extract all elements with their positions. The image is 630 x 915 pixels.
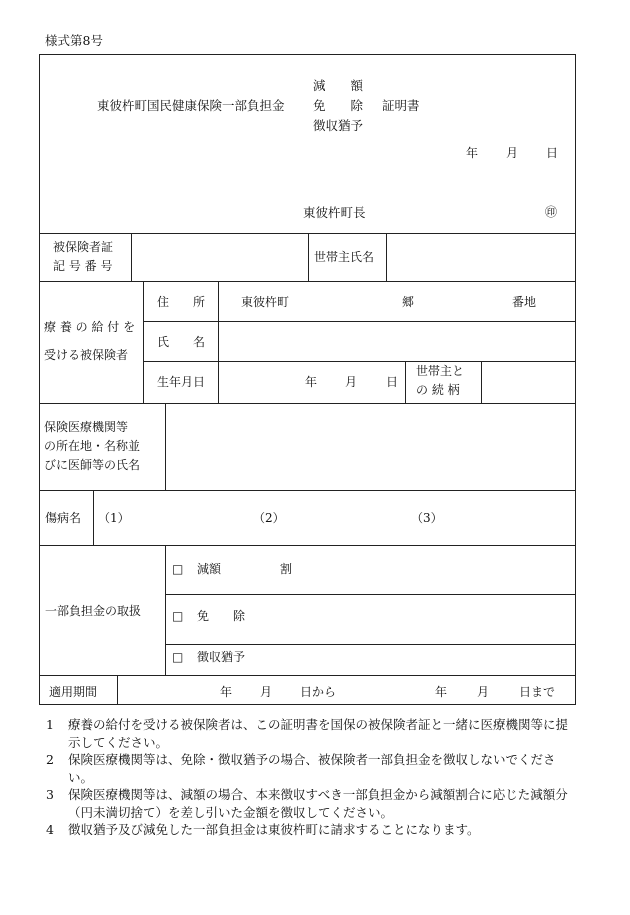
title-prefix: 東彼杵町国民健康保険一部負担金	[97, 98, 285, 113]
row-divider	[40, 403, 575, 404]
row-divider	[40, 545, 575, 546]
reduction-label: 減額	[197, 562, 222, 576]
beneficiary-label-2: 受ける被保険者	[44, 348, 129, 362]
period-label: 適用期間	[49, 685, 98, 699]
period-end-year: 年	[435, 685, 448, 699]
insurance-card-label-2: 記 号 番 号	[53, 259, 113, 273]
col-divider	[165, 545, 166, 675]
dob-day: 日	[386, 375, 399, 389]
row-divider	[165, 644, 575, 645]
row-divider	[40, 281, 575, 282]
note-text: 保険医療機関等は、減額の場合、本来徴収すべき一部負担金から減額割合に応じた減額分（円未満切捨て）を差し引いた金額を徴収してください。	[68, 787, 568, 820]
issue-date-day: 日	[546, 146, 559, 160]
note-number: 4	[46, 822, 54, 837]
dob-month: 月	[345, 375, 358, 389]
note-text: 療養の給付を受ける被保険者は、この証明書を国保の被保険者証と一緒に医療機関等に提示してください。	[68, 717, 569, 750]
period-end-month: 月	[477, 685, 490, 699]
row-divider	[40, 675, 575, 676]
period-start-year: 年	[220, 685, 233, 699]
address-town: 東彼杵町	[241, 295, 290, 309]
row-divider	[143, 361, 575, 362]
row-divider	[143, 321, 575, 322]
institution-label-2: の所在地・名称並	[44, 439, 141, 453]
form-number: 様式第8号	[45, 33, 103, 48]
title-option-deferral: 徴収猶予	[313, 118, 364, 133]
dob-label: 生年月日	[157, 375, 206, 389]
disease-item-1: （1）	[98, 511, 130, 525]
institution-label-1: 保険医療機関等	[44, 420, 129, 434]
exemption-checkbox[interactable]: □	[172, 609, 184, 623]
note-item	[44, 786, 579, 821]
reduction-checkbox[interactable]: □	[172, 562, 184, 576]
note-text: 徴収猶予及び減免した一部負担金は東彼杵町に請求することになります。	[68, 822, 480, 837]
col-divider	[386, 233, 387, 281]
deferral-checkbox[interactable]: □	[172, 650, 184, 664]
col-divider	[308, 233, 309, 281]
period-start-from: 日から	[300, 685, 337, 699]
col-divider	[405, 361, 406, 403]
disease-label: 傷病名	[45, 511, 82, 525]
disease-item-3: （3）	[411, 511, 443, 525]
note-text: 保険医療機関等は、免除・徴収猶予の場合、被保険者一部負担金を徴収しないでください。	[68, 752, 556, 785]
dob-year: 年	[305, 375, 318, 389]
col-divider	[93, 490, 94, 545]
col-divider	[165, 403, 166, 490]
note-number: 3	[46, 787, 54, 802]
deferral-label: 徴収猶予	[197, 650, 246, 664]
beneficiary-label-1: 療 養 の 給 付 を	[44, 320, 136, 334]
period-start-month: 月	[260, 685, 273, 699]
row-divider	[40, 490, 575, 491]
insurance-card-label-1: 被保険者証	[53, 240, 114, 254]
col-divider	[481, 361, 482, 403]
institution-label-3: びに医師等の氏名	[44, 458, 141, 472]
note-item	[44, 821, 579, 839]
issuer-name: 東彼杵町長	[303, 205, 366, 220]
reduction-unit: 割	[280, 562, 293, 576]
note-item	[44, 751, 579, 786]
note-number: 2	[46, 752, 54, 767]
issue-date-month: 月	[506, 146, 519, 160]
issue-date-year: 年	[466, 146, 479, 160]
relation-label-1: 世帯主と	[416, 364, 465, 378]
col-divider	[131, 233, 132, 281]
relation-label-2: の 続 柄	[416, 383, 460, 397]
note-number: 1	[46, 717, 54, 732]
col-divider	[218, 281, 219, 403]
address-banchi: 番地	[512, 295, 537, 309]
address-go: 郷	[402, 295, 415, 309]
seal-mark: ㊞	[545, 205, 558, 219]
title-option-exemption: 免 除	[313, 98, 364, 113]
name-label: 氏 名	[157, 335, 206, 349]
exemption-label: 免 除	[197, 609, 246, 623]
col-divider	[117, 675, 118, 704]
notes-list	[44, 716, 579, 839]
address-label: 住 所	[157, 295, 206, 309]
period-end-until: 日まで	[519, 685, 556, 699]
title-suffix: 証明書	[382, 98, 420, 113]
handling-label: 一部負担金の取扱	[45, 604, 142, 618]
householder-name-label: 世帯主氏名	[314, 250, 375, 264]
col-divider	[143, 281, 144, 403]
note-item	[44, 716, 579, 751]
title-option-reduction: 減 額	[313, 78, 364, 93]
disease-item-2: （2）	[253, 511, 285, 525]
row-divider	[165, 594, 575, 595]
